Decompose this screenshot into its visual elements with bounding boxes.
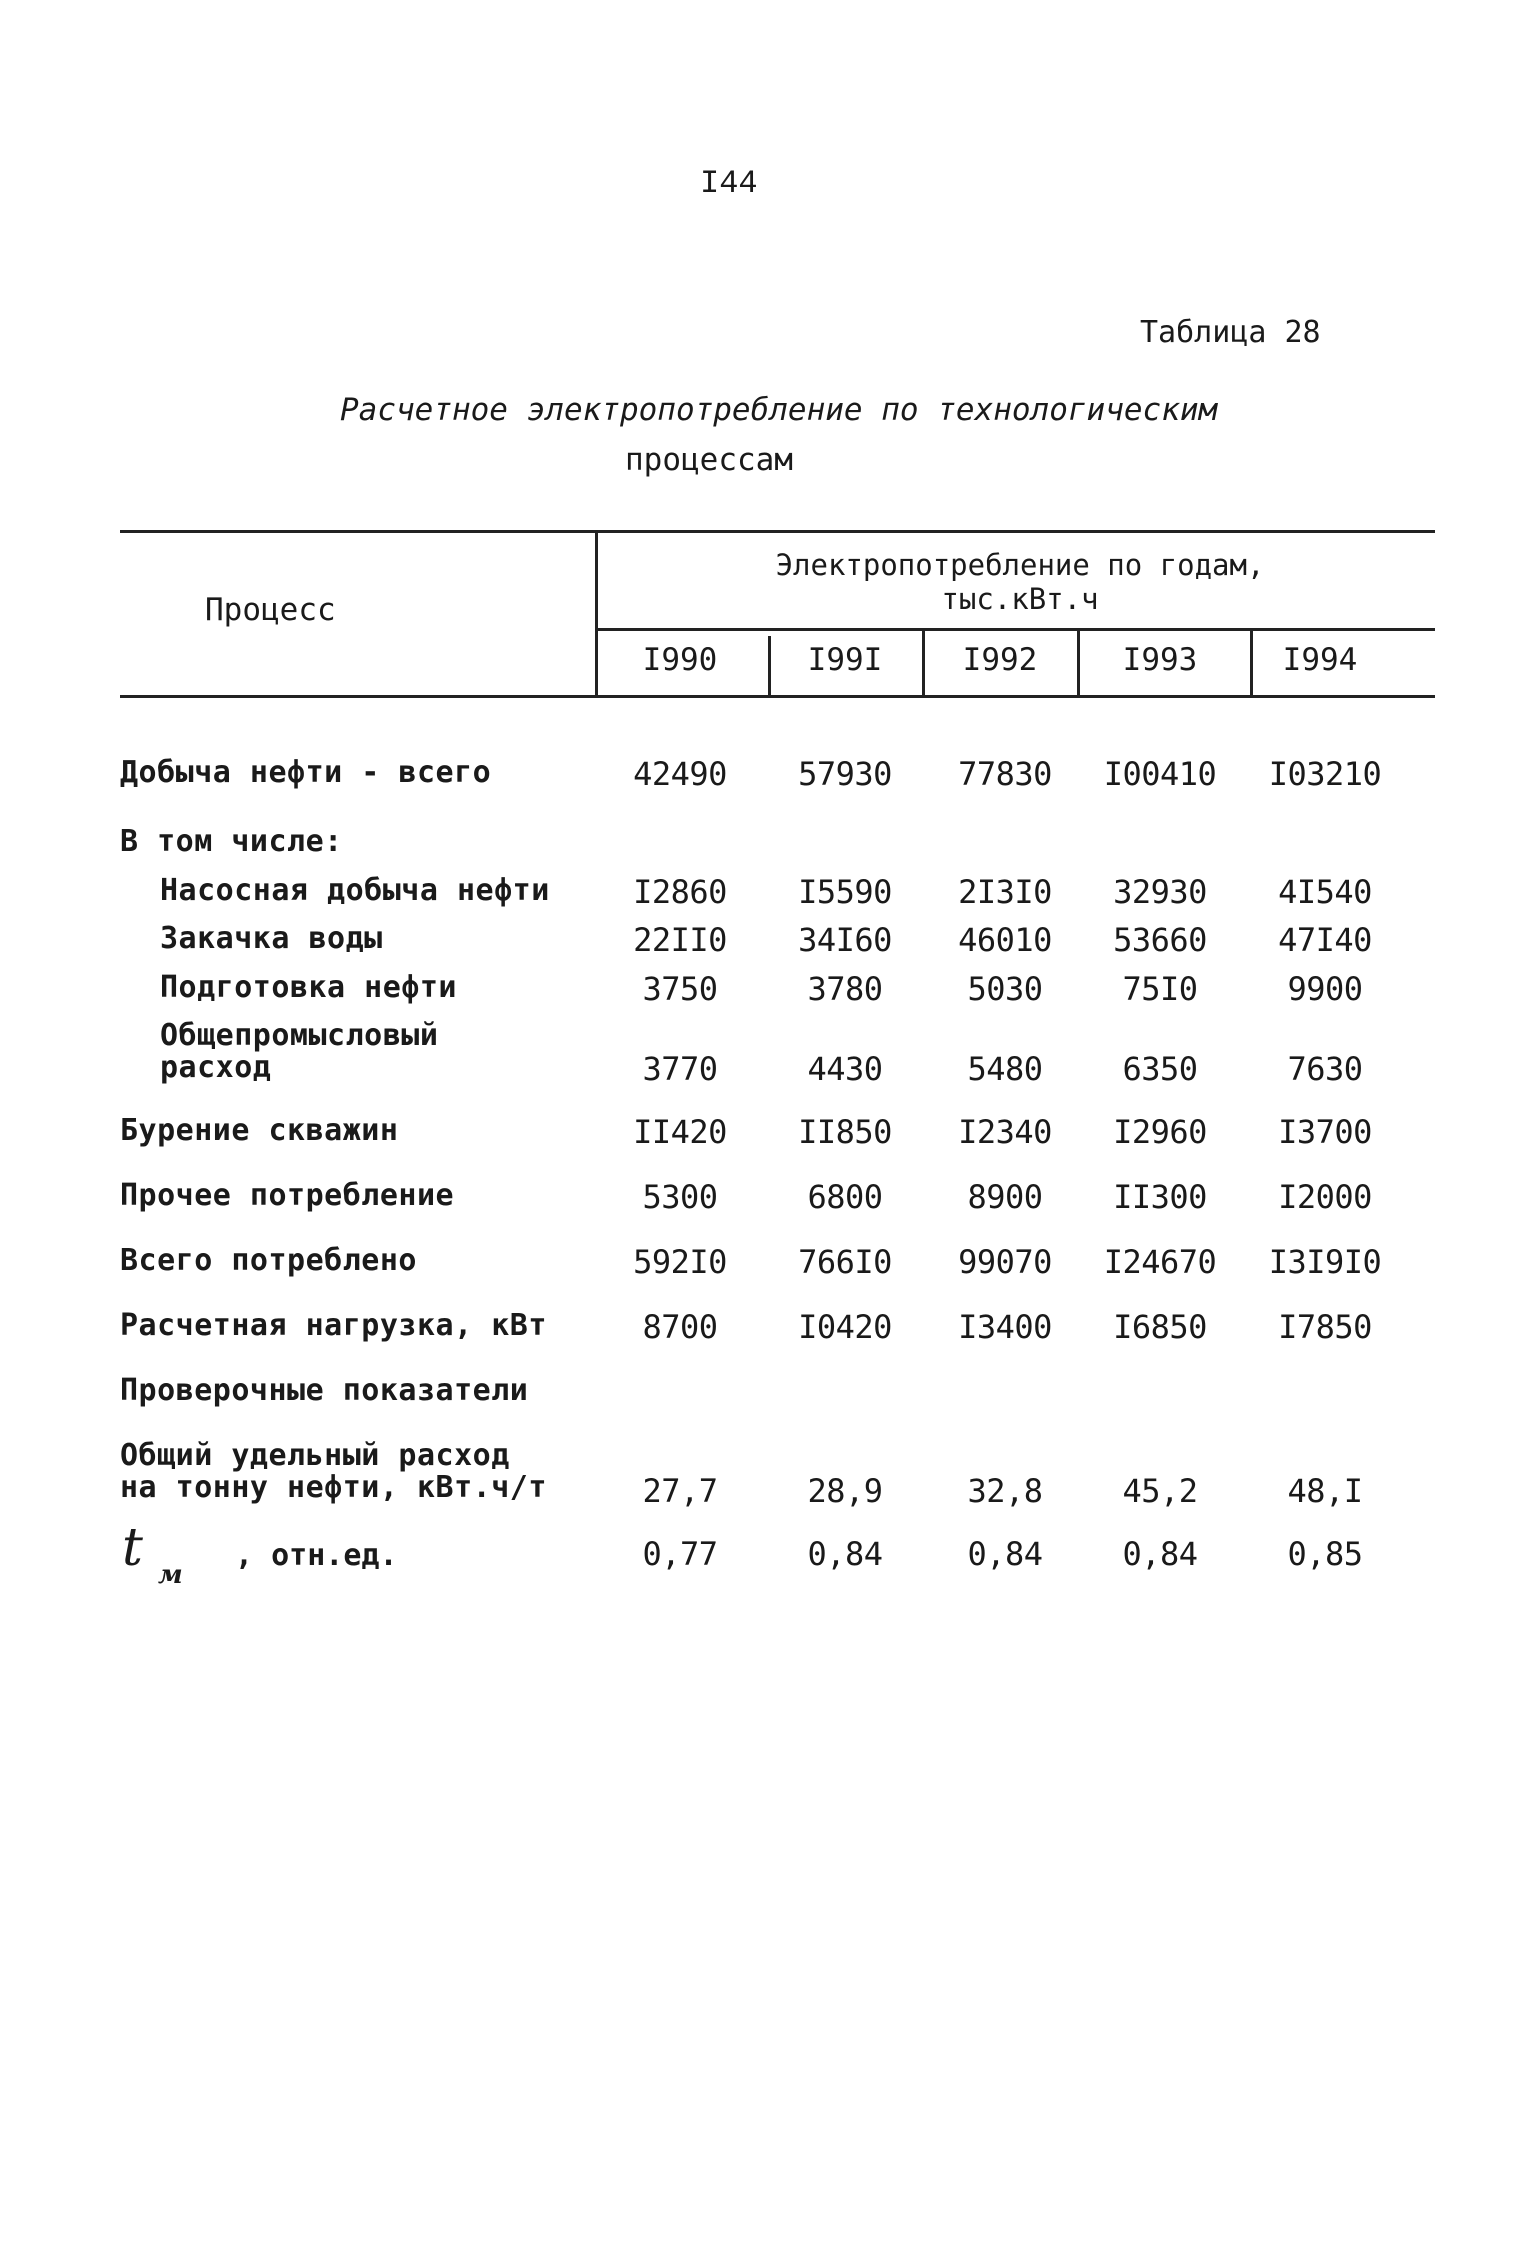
year-header: I994: [1282, 642, 1358, 678]
row-label-water-injection: Закачка воды: [160, 921, 383, 956]
row-label-line-1: Общепромысловый: [160, 1018, 439, 1053]
table-cell: 3750: [642, 970, 718, 1008]
table-cell: 22II0: [633, 921, 727, 959]
table-cell: I3I9I0: [1268, 1243, 1382, 1281]
consumption-group-header: [600, 548, 1440, 616]
table-cell: 46010: [958, 921, 1052, 959]
table-cell: I03210: [1268, 755, 1382, 793]
table-cell: 3780: [807, 970, 883, 1008]
table-cell: I2960: [1113, 1113, 1207, 1151]
table-cell: 592I0: [633, 1243, 727, 1281]
table-cell: I2860: [633, 873, 727, 911]
table-cell: I6850: [1113, 1308, 1207, 1346]
group-header-line-2: тыс.кВт.ч: [941, 582, 1099, 616]
year-header: I990: [642, 642, 718, 678]
tm-subscript: м: [158, 1560, 183, 1590]
table-cell: I5590: [798, 873, 892, 911]
table-cell: II420: [633, 1113, 727, 1151]
table-cell: 2I3I0: [958, 873, 1052, 911]
row-label-specific-consumption: [120, 1440, 547, 1504]
table-cell: 9900: [1287, 970, 1363, 1008]
table-cell: I3400: [958, 1308, 1052, 1346]
table-cell: 6800: [807, 1178, 883, 1216]
table-cell: 99070: [958, 1243, 1052, 1281]
table-cell: 53660: [1113, 921, 1207, 959]
row-label-line-2: расход: [160, 1050, 272, 1085]
table-cell: I7850: [1278, 1308, 1372, 1346]
title-line-1: Расчетное электропотребление по технологическим: [340, 392, 1218, 428]
table-cell: I0420: [798, 1308, 892, 1346]
table-cell: 57930: [798, 755, 892, 793]
table-cell: I2000: [1278, 1178, 1372, 1216]
row-label-pump-production: Насосная добыча нефти: [160, 873, 550, 908]
row-label-line-1: Общий удельный расход: [120, 1438, 510, 1473]
table-cell: 0,77: [642, 1535, 718, 1573]
year-divider-3: [1077, 630, 1080, 695]
header-mid-rule: [595, 628, 1435, 631]
row-label-design-load: Расчетная нагрузка, кВт: [120, 1308, 547, 1343]
header-bottom-rule: [120, 695, 1435, 698]
row-label-oil-treatment: Подготовка нефти: [160, 970, 457, 1005]
year-header: I99I: [807, 642, 883, 678]
group-header-line-1: Электропотребление по годам,: [775, 548, 1265, 582]
title-line-2: процессам: [625, 442, 793, 478]
row-label-oil-production-total: Добыча нефти - всего: [120, 755, 492, 790]
table-cell: I00410: [1103, 755, 1217, 793]
table-cell: 766I0: [798, 1243, 892, 1281]
table-title: [340, 385, 1340, 485]
table-cell: 5300: [642, 1178, 718, 1216]
row-label-check-indicators: Проверочные показатели: [120, 1373, 529, 1408]
table-cell: 75I0: [1122, 970, 1198, 1008]
table-cell: 6350: [1122, 1050, 1198, 1088]
row-label-including: В том числе:: [120, 824, 343, 859]
table-cell: 48,I: [1287, 1472, 1363, 1510]
table-cell: 5030: [967, 970, 1043, 1008]
table-cell: 8900: [967, 1178, 1043, 1216]
tm-symbol: t: [122, 1518, 143, 1578]
process-column-header: Процесс: [205, 592, 336, 628]
table-cell: I2340: [958, 1113, 1052, 1151]
row-label-total-consumed: Всего потреблено: [120, 1243, 417, 1278]
table-cell: 5480: [967, 1050, 1043, 1088]
top-rule: [120, 530, 1435, 533]
table-cell: II300: [1113, 1178, 1207, 1216]
row-label-well-drilling: Бурение скважин: [120, 1113, 399, 1148]
table-cell: 28,9: [807, 1472, 883, 1510]
page-number: I44: [700, 165, 758, 202]
table-cell: 27,7: [642, 1472, 718, 1510]
table-cell: 0,84: [1122, 1535, 1198, 1573]
table-cell: 7630: [1287, 1050, 1363, 1088]
table-label: Таблица 28: [1140, 315, 1321, 350]
table-cell: I3700: [1278, 1113, 1372, 1151]
table-cell: I24670: [1103, 1243, 1217, 1281]
table-cell: 77830: [958, 755, 1052, 793]
year-header: I992: [962, 642, 1038, 678]
table-cell: 4430: [807, 1050, 883, 1088]
process-col-divider: [595, 530, 598, 695]
table-cell: 0,84: [807, 1535, 883, 1573]
table-cell: 34I60: [798, 921, 892, 959]
table-cell: 42490: [633, 755, 727, 793]
row-label-line-2: на тонну нефти, кВт.ч/т: [120, 1470, 547, 1505]
row-label-other-consumption: Прочее потребление: [120, 1178, 455, 1213]
table-cell: 47I40: [1278, 921, 1372, 959]
table-cell: 32930: [1113, 873, 1207, 911]
tm-unit-label: , отн.ед.: [235, 1538, 398, 1573]
table-cell: 3770: [642, 1050, 718, 1088]
table-cell: 0,84: [967, 1535, 1043, 1573]
table-cell: 0,85: [1287, 1535, 1363, 1573]
table-cell: II850: [798, 1113, 892, 1151]
year-header: I993: [1122, 642, 1198, 678]
table-cell: 8700: [642, 1308, 718, 1346]
row-label-general-field-consumption: [160, 1020, 438, 1084]
table-cell: 32,8: [967, 1472, 1043, 1510]
table-cell: 4I540: [1278, 873, 1372, 911]
table-cell: 45,2: [1122, 1472, 1198, 1510]
